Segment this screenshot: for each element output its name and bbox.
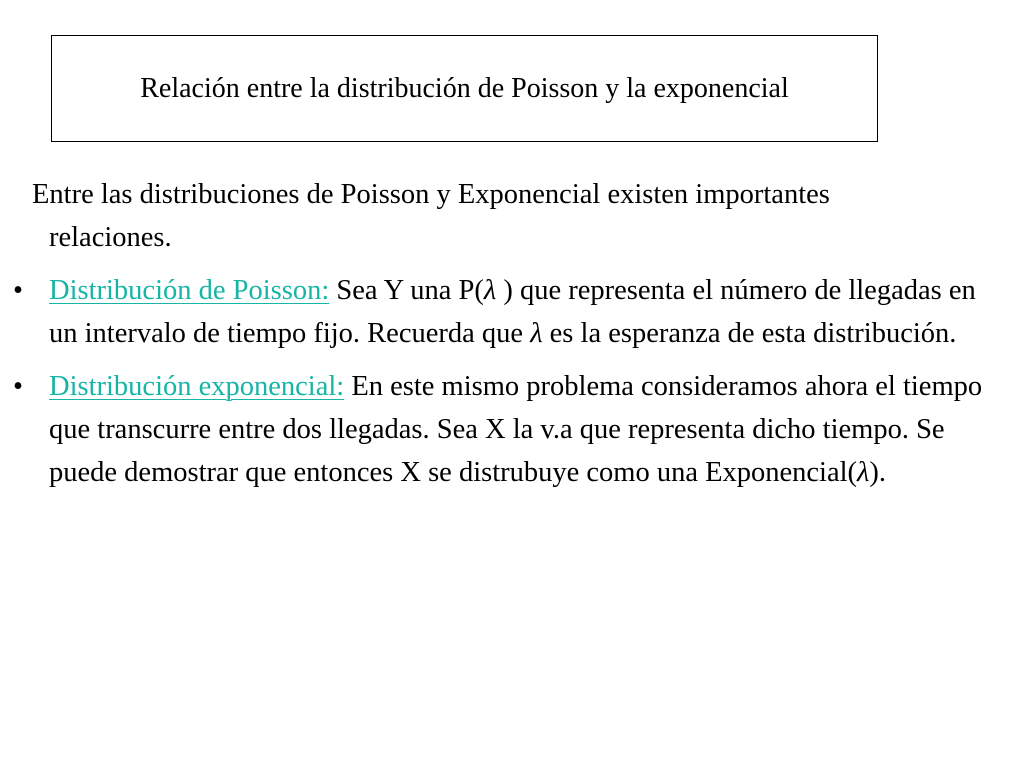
lambda-symbol: λ	[530, 318, 543, 349]
bullet-exponential	[13, 365, 1009, 494]
title-box	[51, 35, 878, 142]
bullet-poisson	[13, 269, 1009, 355]
lambda-symbol: λ	[483, 275, 497, 306]
slide-title: Relación entre la distribución de Poisson y la exponencial	[140, 73, 789, 104]
slide-content	[0, 173, 1024, 494]
bullet-dot: •	[13, 275, 23, 306]
poisson-text-1: Sea Y una P(	[329, 275, 484, 306]
exponential-link[interactable]: Distribución exponencial:	[49, 371, 345, 402]
exponential-text-1: En este mismo problema consideramos ahora el tiempo que transcurre entre dos llegadas. Sea X la v.a que representa dicho tiempo. Se puede demostrar que entonces X se distrubuye como una Exponencial(	[49, 371, 983, 488]
lambda-symbol: λ	[857, 457, 870, 488]
exponential-text-2: ).	[869, 457, 887, 488]
poisson-text-2: ) que representa el número de llegadas en un intervalo de tiempo fijo. Recuerda que	[49, 275, 976, 349]
intro-paragraph: Entre las distribuciones de Poisson y Exponencial existen importantes relaciones.	[32, 179, 830, 253]
poisson-link[interactable]: Distribución de Poisson:	[49, 275, 330, 306]
bullet-dot: •	[13, 371, 23, 402]
poisson-text-3: es la esperanza de esta distribución.	[542, 318, 957, 349]
